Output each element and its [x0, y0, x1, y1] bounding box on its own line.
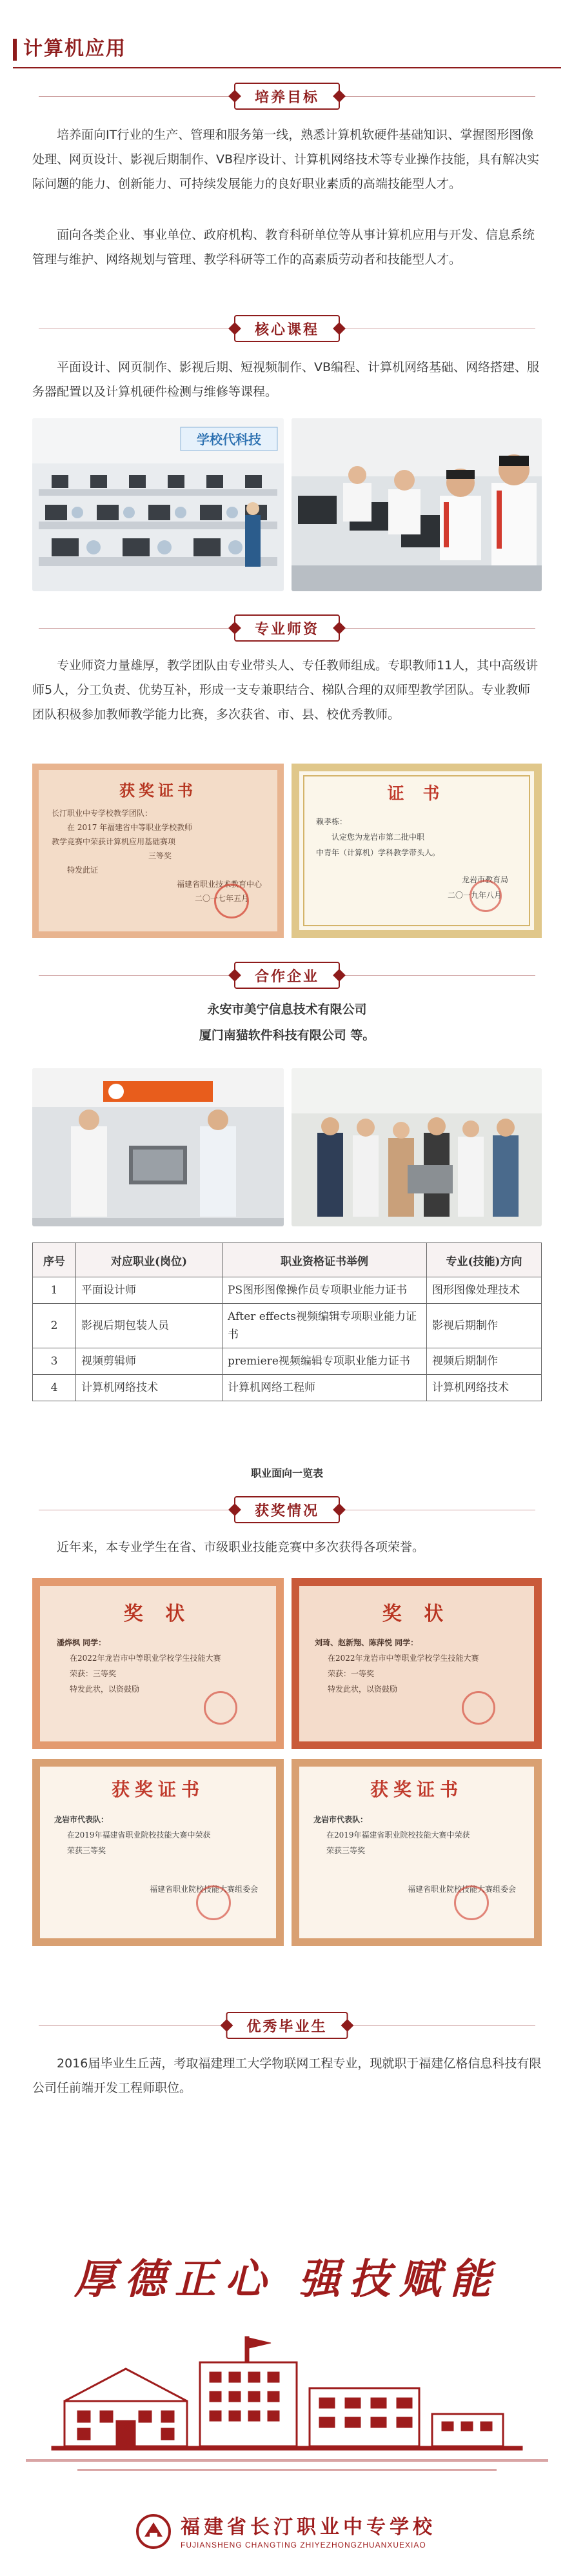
- certificate-title: 获奖证书: [111, 1779, 204, 1800]
- certificate-line: 中青年（计算机）学科教学带头人。: [316, 848, 440, 857]
- campus-building-illustration: [0, 2324, 574, 2504]
- students-classroom-image: [292, 418, 542, 591]
- students-classroom-photo: [292, 418, 542, 591]
- partner-group-photo: [292, 1068, 542, 1226]
- certificate-line: 特发此证: [67, 866, 99, 875]
- official-seal-icon: [204, 1691, 237, 1725]
- certificate-line: 赖孝栋：: [316, 817, 348, 826]
- heading-label: 核心课程: [254, 321, 320, 338]
- table-cell: 影视后期包装人员: [76, 1304, 223, 1348]
- core-courses-paragraph: 平面设计、网页制作、影视后期、短视频制作、VB编程、计算机网络基础、网络搭建、服务器配置以及计算机硬件检测与维修等课程。: [32, 360, 540, 399]
- certificate-recipients: 龙岩市代表队：: [313, 1815, 368, 1824]
- table-cell: 1: [33, 1277, 76, 1304]
- certificate-prize: 荣获：一等奖: [328, 1669, 375, 1678]
- certificate-title: 证 书: [387, 784, 446, 804]
- faculty-paragraph: 专业师资力量雄厚，教学团队由专业带头人、专任教师组成。专职教师11人，其中高级讲师5人，分工负责、优势互补，形成一支专兼职结合、梯队合理的双师型教学团队。专业教师团队积极参加教师教学能力比赛，多次获省、市、县、校优秀教师。: [32, 658, 539, 722]
- table-cell: 视频后期制作: [427, 1348, 542, 1375]
- certificate-line: 在2019年福建省职业院校技能大赛中荣获: [67, 1831, 211, 1840]
- awards-paragraph: 近年来，本专业学生在省、市级职业技能竞赛中多次获得各项荣誉。: [57, 1540, 425, 1554]
- certificate-date: 二〇一七年五月: [194, 894, 249, 903]
- heading-label: 获奖情况: [254, 1503, 320, 1519]
- heading-label: 专业师资: [254, 621, 320, 638]
- certificate-issuer: 特发此状，以资鼓励: [328, 1685, 398, 1694]
- lab-banner-text: 学校代科技: [197, 432, 261, 447]
- table-row: [33, 1375, 542, 1401]
- table-cell: 视频剪辑师: [76, 1348, 223, 1375]
- table-cell: 2: [33, 1304, 76, 1348]
- certificate-issuer: 福建省职业技术教育中心: [176, 880, 262, 889]
- certificate-prize: 荣获：三等奖: [70, 1669, 117, 1678]
- official-seal-icon: [454, 1885, 489, 1920]
- partner-company-1: 永安市美宁信息技术有限公司: [207, 1002, 367, 1017]
- computer-lab-image: [32, 418, 284, 591]
- official-seal-icon: [214, 884, 249, 918]
- table-cell: 3: [33, 1348, 76, 1375]
- student-award-certificate-4: [292, 1759, 542, 1946]
- title-bar: [13, 34, 561, 68]
- heading-box: [234, 1496, 340, 1523]
- table-cell: 图形图像处理技术: [427, 1277, 542, 1304]
- certificate-line: 长汀职业中专学校教学团队：: [52, 809, 153, 818]
- table-header-cell: 职业资格证书举例: [223, 1243, 427, 1277]
- section-heading-partners: [0, 962, 574, 990]
- school-slogan: 厚德正心 强技赋能: [74, 2255, 500, 2304]
- heading-label: 合作企业: [254, 968, 320, 985]
- certificate-date: 二〇一九年八月: [447, 891, 502, 900]
- table-header-cell: 对应职业(岗位): [76, 1243, 223, 1277]
- heading-box: [234, 614, 340, 642]
- section-heading-graduates: [0, 2012, 574, 2040]
- heading-box: [226, 2012, 348, 2039]
- official-seal-icon: [470, 880, 502, 912]
- student-award-certificate-1: [32, 1578, 284, 1749]
- school-name: 福建省长汀职业中专学校: [181, 2516, 436, 2539]
- certificate-title: 奖 状: [382, 1603, 451, 1625]
- certificate-line: 在2022年龙岩市中等职业学校学生技能大赛: [70, 1654, 221, 1663]
- certificate-issuer: 福建省职业院校技能大赛组委会: [407, 1885, 516, 1894]
- certificate-issuer: 龙岩市教育局: [461, 875, 508, 884]
- student-award-certificate-3: [32, 1759, 284, 1946]
- table-header-row: [33, 1243, 542, 1277]
- certificate-title: 奖 状: [123, 1603, 193, 1625]
- training-goals-paragraph-2: 面向各类企业、事业单位、政府机构、教育科研单位等从事计算机应用与开发、信息系统管理与维护、网络规划与管理、教学科研等工作的高素质劳动者和技能型人才。: [32, 228, 535, 267]
- graduates-paragraph: 2016届毕业生丘茜，考取福建理工大学物联网工程专业，现就职于福建亿格信息科技有限公司任前端开发工程师职位。: [32, 2056, 542, 2095]
- table-cell: 计算机网络技术: [76, 1375, 223, 1401]
- table-cell: premiere视频编辑专项职业能力证书: [223, 1348, 427, 1375]
- certificate-line: 教学竞赛中荣获计算机应用基础赛项: [52, 837, 176, 846]
- heading-box: [234, 83, 340, 110]
- training-goals-paragraph-1: 培养面向IT行业的生产、管理和服务第一线，熟悉计算机软硬件基础知识、掌握图形图像处理、网页设计、影视后期制作、VB程序设计、计算机网络技术等专业操作技能，具有解决实际问题的能力、创新能力、可持续发展能力的良好职业素质的高端技能型人才。: [32, 128, 540, 191]
- section-heading-faculty: [0, 614, 574, 643]
- table-cell: 计算机网络工程师: [223, 1375, 427, 1401]
- heading-box: [234, 962, 340, 989]
- teaching-award-certificate: [32, 764, 284, 938]
- table-row: [33, 1304, 542, 1348]
- page-title: 计算机应用: [23, 37, 126, 60]
- table-header-cell: 专业(技能)方向: [427, 1243, 542, 1277]
- certificate-line: 在2022年龙岩市中等职业学校学生技能大赛: [328, 1654, 479, 1663]
- certificate-line: 认定您为龙岩市第二批中职: [332, 833, 425, 842]
- table-cell: PS图形图像操作员专项职业能力证书: [223, 1277, 427, 1304]
- table-row: [33, 1277, 542, 1304]
- certificate-title: 获奖证书: [119, 781, 197, 800]
- official-seal-icon: [196, 1885, 231, 1920]
- table-row: [33, 1348, 542, 1375]
- certificate-title: 获奖证书: [370, 1779, 463, 1800]
- school-pinyin: FUJIANSHENG CHANGTING ZHIYEZHONGZHUANXUEXIAO: [181, 2541, 426, 2550]
- certificate-prize: 荣获三等奖: [67, 1846, 106, 1855]
- partner-group-image: [292, 1068, 542, 1226]
- table-header-cell: 序号: [33, 1243, 76, 1277]
- school-logo-icon: [135, 2513, 172, 2550]
- certificate-issuer: 福建省职业院校技能大赛组委会: [149, 1885, 258, 1894]
- computer-lab-photo: [32, 418, 284, 591]
- certificate-line: 在 2017 年福建省中等职业学校教师: [67, 823, 193, 832]
- certificate-line: 三等奖: [148, 851, 172, 860]
- partner-signing-image: [32, 1068, 284, 1226]
- table-cell: 影视后期制作: [427, 1304, 542, 1348]
- heading-label: 培养目标: [254, 89, 320, 106]
- heading-label: 优秀毕业生: [246, 2018, 328, 2035]
- section-heading-training-goals: [0, 83, 574, 111]
- certificate-prize: 荣获三等奖: [326, 1846, 366, 1855]
- section-heading-core-courses: [0, 315, 574, 343]
- certificate-issuer: 特发此状，以资鼓励: [70, 1685, 140, 1694]
- heading-box: [234, 315, 340, 342]
- certificate-recipients: 龙岩市代表队：: [54, 1815, 109, 1824]
- partner-company-2: 厦门南猫软件科技有限公司 等。: [199, 1028, 375, 1042]
- partner-signing-photo: [32, 1068, 284, 1226]
- table-cell: 计算机网络技术: [427, 1375, 542, 1401]
- subject-leader-certificate: [292, 764, 542, 938]
- student-award-certificate-2: [292, 1578, 542, 1749]
- certificate-line: 在2019年福建省职业院校技能大赛中荣获: [326, 1831, 470, 1840]
- career-table: [32, 1242, 542, 1401]
- official-seal-icon: [462, 1691, 495, 1725]
- certificate-recipients: 刘琦、赵新翔、陈萍悦 同学：: [315, 1638, 419, 1647]
- certificate-recipients: 潘烨枫 同学：: [57, 1638, 106, 1647]
- table-cell: 4: [33, 1375, 76, 1401]
- title-accent-bar: [13, 39, 17, 61]
- table-cell: After effects视频编辑专项职业能力证书: [223, 1304, 427, 1348]
- section-heading-awards: [0, 1496, 574, 1525]
- table-caption: 职业面向一览表: [250, 1467, 323, 1479]
- table-cell: 平面设计师: [76, 1277, 223, 1304]
